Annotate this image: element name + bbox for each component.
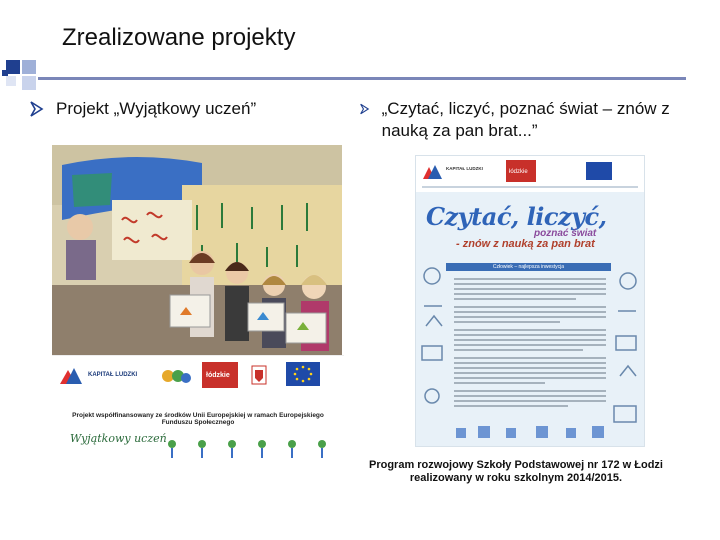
- cofinancing-text: Projekt współfinansowany ze środków Unii Europejskiej w ramach Europejskiego Funduszu Społecznego: [72, 412, 324, 426]
- kapital-ludzki-label: KAPITAŁ LUDZKI: [88, 372, 138, 378]
- arrow-bullet-icon: [360, 101, 370, 117]
- decor-square: [6, 60, 20, 74]
- eu-flag-logo: [286, 362, 320, 386]
- lodzkie-label: łódzkie: [206, 372, 230, 379]
- poster-caption: Program rozwojowy Szkoły Podstawowej nr 172 w Łodzi realizowany w roku szkolnym 2014/2015.: [368, 459, 663, 484]
- lodzkie-logo: [506, 160, 536, 182]
- kapital-ludzki-logo: [58, 364, 86, 386]
- lodzkie-logo: [202, 362, 238, 388]
- kids-logo: [160, 364, 192, 388]
- kapital-ludzki-logo: [422, 162, 444, 180]
- children-drawing: [162, 434, 332, 460]
- poster-header: [416, 156, 644, 192]
- decor-square: [22, 76, 36, 90]
- program-poster: [415, 155, 645, 447]
- poster-kapital-label: KAPITAŁ LUDZKI: [446, 166, 483, 171]
- project-photo: [52, 145, 342, 370]
- poster-lodzkie-label: łódzkie: [509, 169, 528, 175]
- classroom-photo: [52, 145, 342, 370]
- decor-square: [2, 70, 8, 76]
- page-title: Zrealizowane projekty: [62, 24, 296, 51]
- poster-header-line: [422, 186, 638, 188]
- decor-square: [6, 76, 16, 86]
- crest-logo: [246, 364, 272, 386]
- bullet-left-text: Projekt „Wyjątkowy uczeń”: [56, 99, 257, 118]
- bullet-right-text: „Czytać, liczyć, poznać świat – znów z nauką za pan brat...”: [381, 99, 670, 140]
- bullet-right: [360, 98, 690, 142]
- poster-subtitle-2: - znów z nauką za pan brat: [456, 238, 595, 250]
- eu-flag-logo: [586, 162, 612, 180]
- poster-title: Czytać, liczyć,: [426, 202, 607, 231]
- eu-stars-icon: [286, 362, 320, 386]
- poster-subtitle-1: poznać świat: [534, 228, 597, 239]
- sponsor-logos-strip: [52, 355, 344, 464]
- decor-square: [22, 60, 36, 74]
- project-signature: Wyjątkowy uczeń: [70, 432, 167, 445]
- poster-doodles: [416, 256, 644, 446]
- bullet-left: [30, 98, 330, 120]
- title-divider: [38, 77, 686, 80]
- arrow-bullet-icon: [30, 101, 44, 117]
- poster-band-text: Człowiek – najlepsza inwestycja: [492, 264, 565, 270]
